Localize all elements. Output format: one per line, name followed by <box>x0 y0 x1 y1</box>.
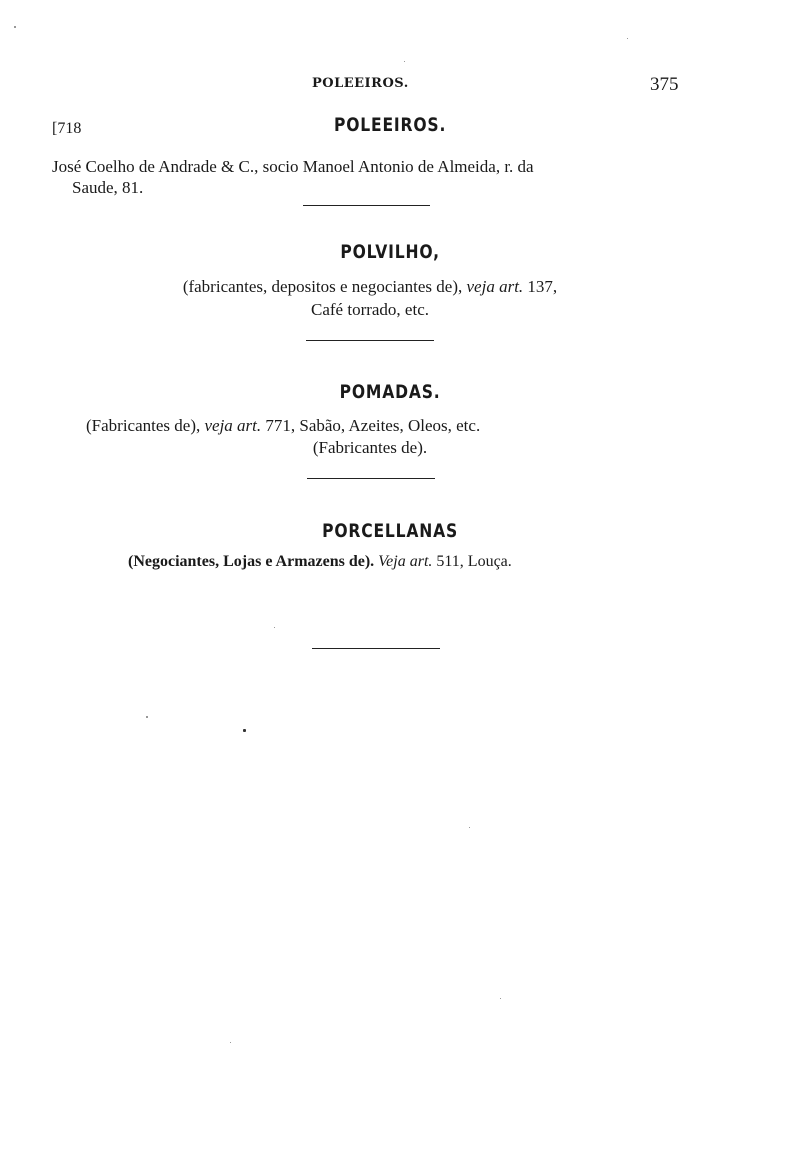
entry-line: Saude, 81. <box>72 178 144 197</box>
scan-speck <box>230 1042 231 1043</box>
scan-speck <box>243 729 246 732</box>
scan-speck <box>146 716 148 718</box>
section-divider <box>312 648 440 649</box>
running-title: POLEEIROS. <box>312 76 409 91</box>
section-divider <box>303 205 430 206</box>
running-head <box>0 76 789 96</box>
section-heading-polvilho: POLVILHO, <box>340 241 440 263</box>
entry-line: (Fabricantes de), veja art. 771, Sabão, Azeites, Oleos, etc. <box>86 416 481 435</box>
scan-speck <box>14 26 16 28</box>
entry-line: (fabricantes, depositos e negociantes de), veja art. 137, <box>182 277 558 296</box>
section-divider <box>306 340 434 341</box>
scan-speck <box>500 998 501 999</box>
scan-speck <box>627 38 628 39</box>
scan-speck <box>274 627 275 628</box>
section-heading-porcellanas: PORCELLANAS <box>322 520 459 542</box>
section-heading-poleeiros: POLEEIROS. <box>333 114 447 136</box>
scan-speck <box>404 61 405 62</box>
page-number: 375 <box>650 74 679 95</box>
entry-line: (Negociantes, Lojas e Armazens de). Veja art. 511, Louça. <box>128 553 512 570</box>
scan-speck <box>469 827 470 828</box>
entry-line: José Coelho de Andrade & C., socio Manoel Antonio de Almeida, r. da <box>52 157 534 176</box>
entry-line: (Fabricantes de). <box>312 438 428 457</box>
marginal-number: [718 <box>52 120 82 137</box>
section-heading-pomadas: POMADAS. <box>339 381 441 403</box>
entry-line: Café torrado, etc. <box>311 300 429 319</box>
section-divider <box>307 478 435 479</box>
